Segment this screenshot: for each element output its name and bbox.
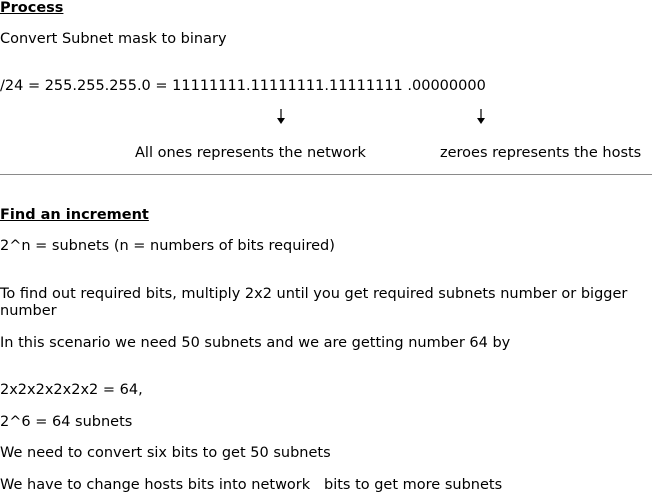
process-heading: Process <box>0 0 64 16</box>
subnet-formula: 2^n = subnets (n = numbers of bits required) <box>0 238 335 254</box>
multiplication-line: 2x2x2x2x2x2 = 64, <box>0 382 143 398</box>
change-bits-line: We have to change hosts bits into network bits to get more subnets <box>0 477 503 493</box>
increment-heading: Find an increment <box>0 207 149 223</box>
convert-bits-line: We need to convert six bits to get 50 subnets <box>0 445 331 461</box>
mask-binary-line: /24 = 255.255.255.0 = 11111111.11111111.11111111 .00000000 <box>0 78 486 94</box>
required-bits-instruction: To find out required bits, multiply 2x2 until you get required subnets number or bigger number <box>0 286 628 319</box>
convert-instruction: Convert Subnet mask to binary <box>0 31 227 47</box>
network-label: All ones represents the network <box>135 145 366 161</box>
scenario-line: In this scenario we need 50 subnets and we are getting number 64 by <box>0 335 511 351</box>
down-arrow-icon <box>276 109 286 125</box>
power-line: 2^6 = 64 subnets <box>0 414 133 430</box>
down-arrow-icon <box>476 109 486 125</box>
hosts-label: zeroes represents the hosts <box>440 145 642 161</box>
section-divider <box>0 174 652 175</box>
